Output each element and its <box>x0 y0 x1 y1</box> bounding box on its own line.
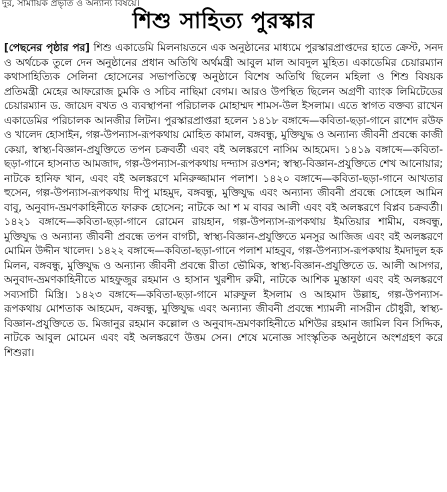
previous-article-fragment: দুর, সামায়িক প্রভৃতি ও অন্যান্য বিষয়ে। <box>2 0 140 9</box>
article-text: শিশু একাডেমি মিলনায়তনে এক অনুষ্ঠানের মাধ্যমে পুরস্কারপ্রাপ্তদের হাতে ক্রেস্ট, সনদ ও অর্থচেক তুলে দেন অনুষ্ঠানের প্রধান অতিথি অর্থমন্ত্রী আবুল মাল আবদুল মুহিত। একাডেমির চেয়ারম্যান কথাসাহিত্যিক সেলিনা হোসেনের সভাপতিত্বে অনুষ্ঠানে বিশেষ অতিথি ছিলেন মহিলা ও শিশু বিষয়ক প্রতিমন্ত্রী মেহের আফরোজ চুমকি ও সচিব নাছিমা বেগম। আরও উপস্থিত ছিলেন অগ্রণী ব্যাংক লিমিটেডের চেয়ারম্যান ড. জায়েদ বখত ও ব্যবস্থাপনা পরিচালক মোহাম্মদ শামস-উল ইসলাম। এতে স্বাগত বক্তব্য রাখেন একাডেমির পরিচালক আনজীর লিটন। পুরস্কারপ্রাপ্তরা হলেন ১৪১৮ বঙ্গাব্দে—কবিতা-ছড়া-গানে রাশেদ রউফ ও খালেদ হোসাইন, গল্প-উপন্যাস-রূপকথায় মোহিত কামাল, বঙ্গবন্ধু, মুক্তিযুদ্ধ ও অন্যান্য জীবনী প্রবন্ধে কাজী কেয়া, স্বাস্থ্য-বিজ্ঞান-প্রযুক্তিতে তপন চক্রবর্তী এবং বই অলঙ্করণে নাসিম আহমেদ। ১৪১৯ বঙ্গাব্দে—কবিতা-ছড়া-গানে হাসনাত আমজাদ, গল্প-উপন্যাস-রূপকথায় দন্দ্যাস রওশন; স্বাস্থ্য-বিজ্ঞান-প্রযুক্তিতে শেখ আনোয়ার; নাটকে হানিফ খান, এবং বই অলঙ্করণে মনিরুজ্জামান পলাশ। ১৪২০ বঙ্গাব্দে—কবিতা-ছড়া-গানে আখতার হুসেন, গল্প-উপন্যাস-রূপকথায় দীপু মাহমুদ, বঙ্গবন্ধু, মুক্তিযুদ্ধ এবং অন্যান্য জীবনী প্রবন্ধে সোহেল আমিন বাবু, অনুবাদ-ভ্রমণকাহিনীতে ফারুক হোসেন; নাটকে আ শ ম বাবর আলী এবং বই অলঙ্করণে বিপ্লব চক্রবর্তী। ১৪২১ বঙ্গাব্দে—কবিতা-ছড়া-গানে রোমেন রায়হান, গল্প-উপন্যাস-রূপকথায় ইমতিয়ার শামীম, বঙ্গবন্ধু, মুক্তিযুদ্ধ ও অন্যান্য জীবনী প্রবন্ধে তপন বাগচী, স্বাস্থ্য-বিজ্ঞান-প্রযুক্তিতে মনসুর আজিজ এবং বই অলঙ্করণে মোমিন উদ্দীন খালেদ। ১৪২২ বঙ্গাব্দে—কবিতা-ছড়া-গানে পলাশ মাহবুব, গল্প-উপন্যাস-রূপকথায় ইমদাদুল হক মিলন, বঙ্গবন্ধু, মুক্তিযুদ্ধ ও অন্যান্য জীবনী প্রবন্ধে রীতা ভৌমিক, স্বাস্থ্য-বিজ্ঞান-প্রযুক্তিতে ড. আলী আসগর, অনুবাদ-ভ্রমণকাহিনীতে মাহফুজুর রহমান ও হাসান খুরশীদ রুমী, নাটকে আশিক মুস্তাফা এবং বই অলঙ্করণে সব্যসাচী মিস্ত্রি। ১৪২৩ বঙ্গাব্দে—কবিতা-ছড়া-গানে মারুফুল ইসলাম ও আহমাদ উল্লাহ, গল্প-উপন্যাস-রূপকথায় মোশতাক আহমেদ, বঙ্গবন্ধু, মুক্তিযুদ্ধ এবং অন্যান্য জীবনী প্রবন্ধে শ্যামলী নাসরীন চৌধুরী, স্বাস্থ্য-বিজ্ঞান-প্রযুক্তিতে ড. মিজানুর রহমান কল্লোল ও অনুবাদ-ভ্রমণকাহিনীতে মশিউর রহমান জামিল বিন সিদ্দিক, নাটকে আবুল মোমেন এবং বই অলঙ্করণে উত্তম সেন। শেষে মনোজ্ঞ সাংস্কৃতিক অনুষ্ঠানে অংশগ্রহণ করে শিশুরা। <box>4 42 443 359</box>
article-body <box>4 41 443 490</box>
continued-from-label: [পেছনের পৃষ্ঠার পর] <box>4 42 90 54</box>
headline: শিশু সাহিত্য পুরস্কার <box>132 9 315 34</box>
